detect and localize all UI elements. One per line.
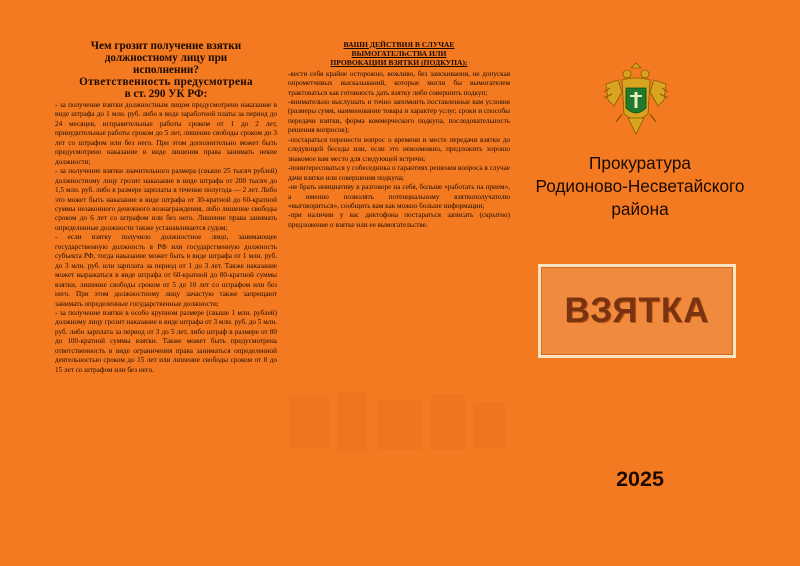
bribe-badge-text: ВЗЯТКА (564, 291, 710, 330)
column-cover (520, 0, 760, 566)
penalty-paragraph: - за получение взятки в особо крупном размере (свыше 1 млн. рублей) должному лицу грозит наказание в виде штрафа от 3 млн. руб. до 5 млн. руб. либо зарплата за период от 3 до 5 лет, либо штраф в размере от 80 до 100-кратной суммы взятки. Также может быть предусмотрена ответственность в виде ограничения права заниматься определенной деятельностью сроком до 15 лет или лишение свободы сроком от 8 до 15 лет со штрафом или без него. (55, 308, 277, 374)
organization-name (520, 152, 760, 221)
column-actions (288, 40, 510, 566)
action-paragraph: -постараться перенести вопрос о времени и месте передачи взятки до следующей беседы или, если это невозможно, предложить хорошо знакомое вам место для следующей встречи; (288, 135, 510, 163)
actions-heading-line3: ПРОВОКАЦИИ ВЗЯТКИ (ПОДКУПА): (330, 58, 468, 68)
actions-heading-line1: ВАШИ ДЕЙСТВИЯ В СЛУЧАЕ (343, 40, 455, 49)
bribe-badge (538, 264, 736, 358)
penalty-paragraph: - за получение взятки значительного размера (свыше 25 тысяч рублей) должностному лицу грозит наказание в виде штрафа от 200 тысяч до 1,5 млн. руб. либо в размере зарплаты в течение полугода — 2 лет. Либо это может быть наказание в виде штрафа от 30-кратной до 60-кратной суммы незаконного денежного вознаграждения, либо лишение свободы сроком до 6 лет со штрафом или без него. Лишение права занимать определенные должности также устанавливается судом; (55, 167, 277, 232)
column-penalties (55, 40, 277, 566)
org-line3: района (611, 199, 669, 219)
penalties-heading-line5: в ст. 290 УК РФ: (124, 88, 208, 100)
org-line2: Родионово-Несветайского (535, 176, 745, 196)
penalties-heading-line4: Ответственность предусмотрена (79, 76, 253, 88)
org-line1: Прокуратура (589, 153, 691, 173)
penalties-heading-line2: должностному лицу при (104, 52, 228, 64)
action-paragraph: -внимательно выслушать и точно запомнить поставленные вам условия (размеры сумм, наименование товара и характер услуг, сроки и способы передачи взятки, форма коммерческого подкупа, последовательность решения вопросов); (288, 97, 510, 135)
action-paragraph: -при наличии у вас диктофона постараться записать (скрытно) предложение о взятке или ее вымогательстве. (288, 211, 510, 229)
actions-heading-line2: ВЫМОГАТЕЛЬСТВА ИЛИ (351, 49, 447, 59)
prosecutor-emblem-icon (600, 62, 672, 142)
action-paragraph: -вести себя крайне осторожно, вежливо, без заискивания, не допуская опрометчивых высказываний, которые могли бы вымогателем трактоваться как готовность дать взятку либо совершить подкуп; (288, 69, 510, 97)
faint-watermark (285, 392, 510, 454)
year: 2025 (616, 467, 664, 491)
penalty-paragraph: - если взятку получило должностное лицо, занимающее государственную должность в РФ или государственную должность субъекта РФ, тогда наказание может быть в виде штрафа от 1 млн. руб. до 3 млн. руб. или зарплата за период от 1 до 3 лет. Также наказание может выражаться в виде штрафа от 60-кратной до 80-кратной суммы взятки, лишение свободы сроком от 5 до 10 лет со штрафом или без него. При этом должностному лицу зачастую также запрещают занимать определенные государственные должности; (55, 233, 277, 308)
penalties-heading-line1: Чем грозит получение взятки (90, 40, 242, 52)
action-paragraph: -поинтересоваться у собеседника о гарантиях решения вопроса в случае дачи взятки или совершения подкупа; (288, 164, 510, 182)
action-paragraph: -не брать инициативу в разговоре на себя, больше «работать на прием», а именно позволять потенциальному взяткополучателю «выговориться», сообщить вам как можно больше информации; (288, 183, 510, 210)
penalty-paragraph: - за получение взятки должностным лицом предусмотрено наказание в виде штрафа до 1 млн. руб. либо в виде заработной платы за период до 24 месяцев, исправительные работы сроком от 1 до 2 лет, принудительные работы сроком до 5 лет, лишение свободы сроком до 3 лет со штрафом или без него. При этом дополнительно может быть предусмотрено наказание в виде лишения права занимать некие должности; (55, 101, 277, 166)
penalties-heading-line3: исполнении? (133, 64, 199, 76)
